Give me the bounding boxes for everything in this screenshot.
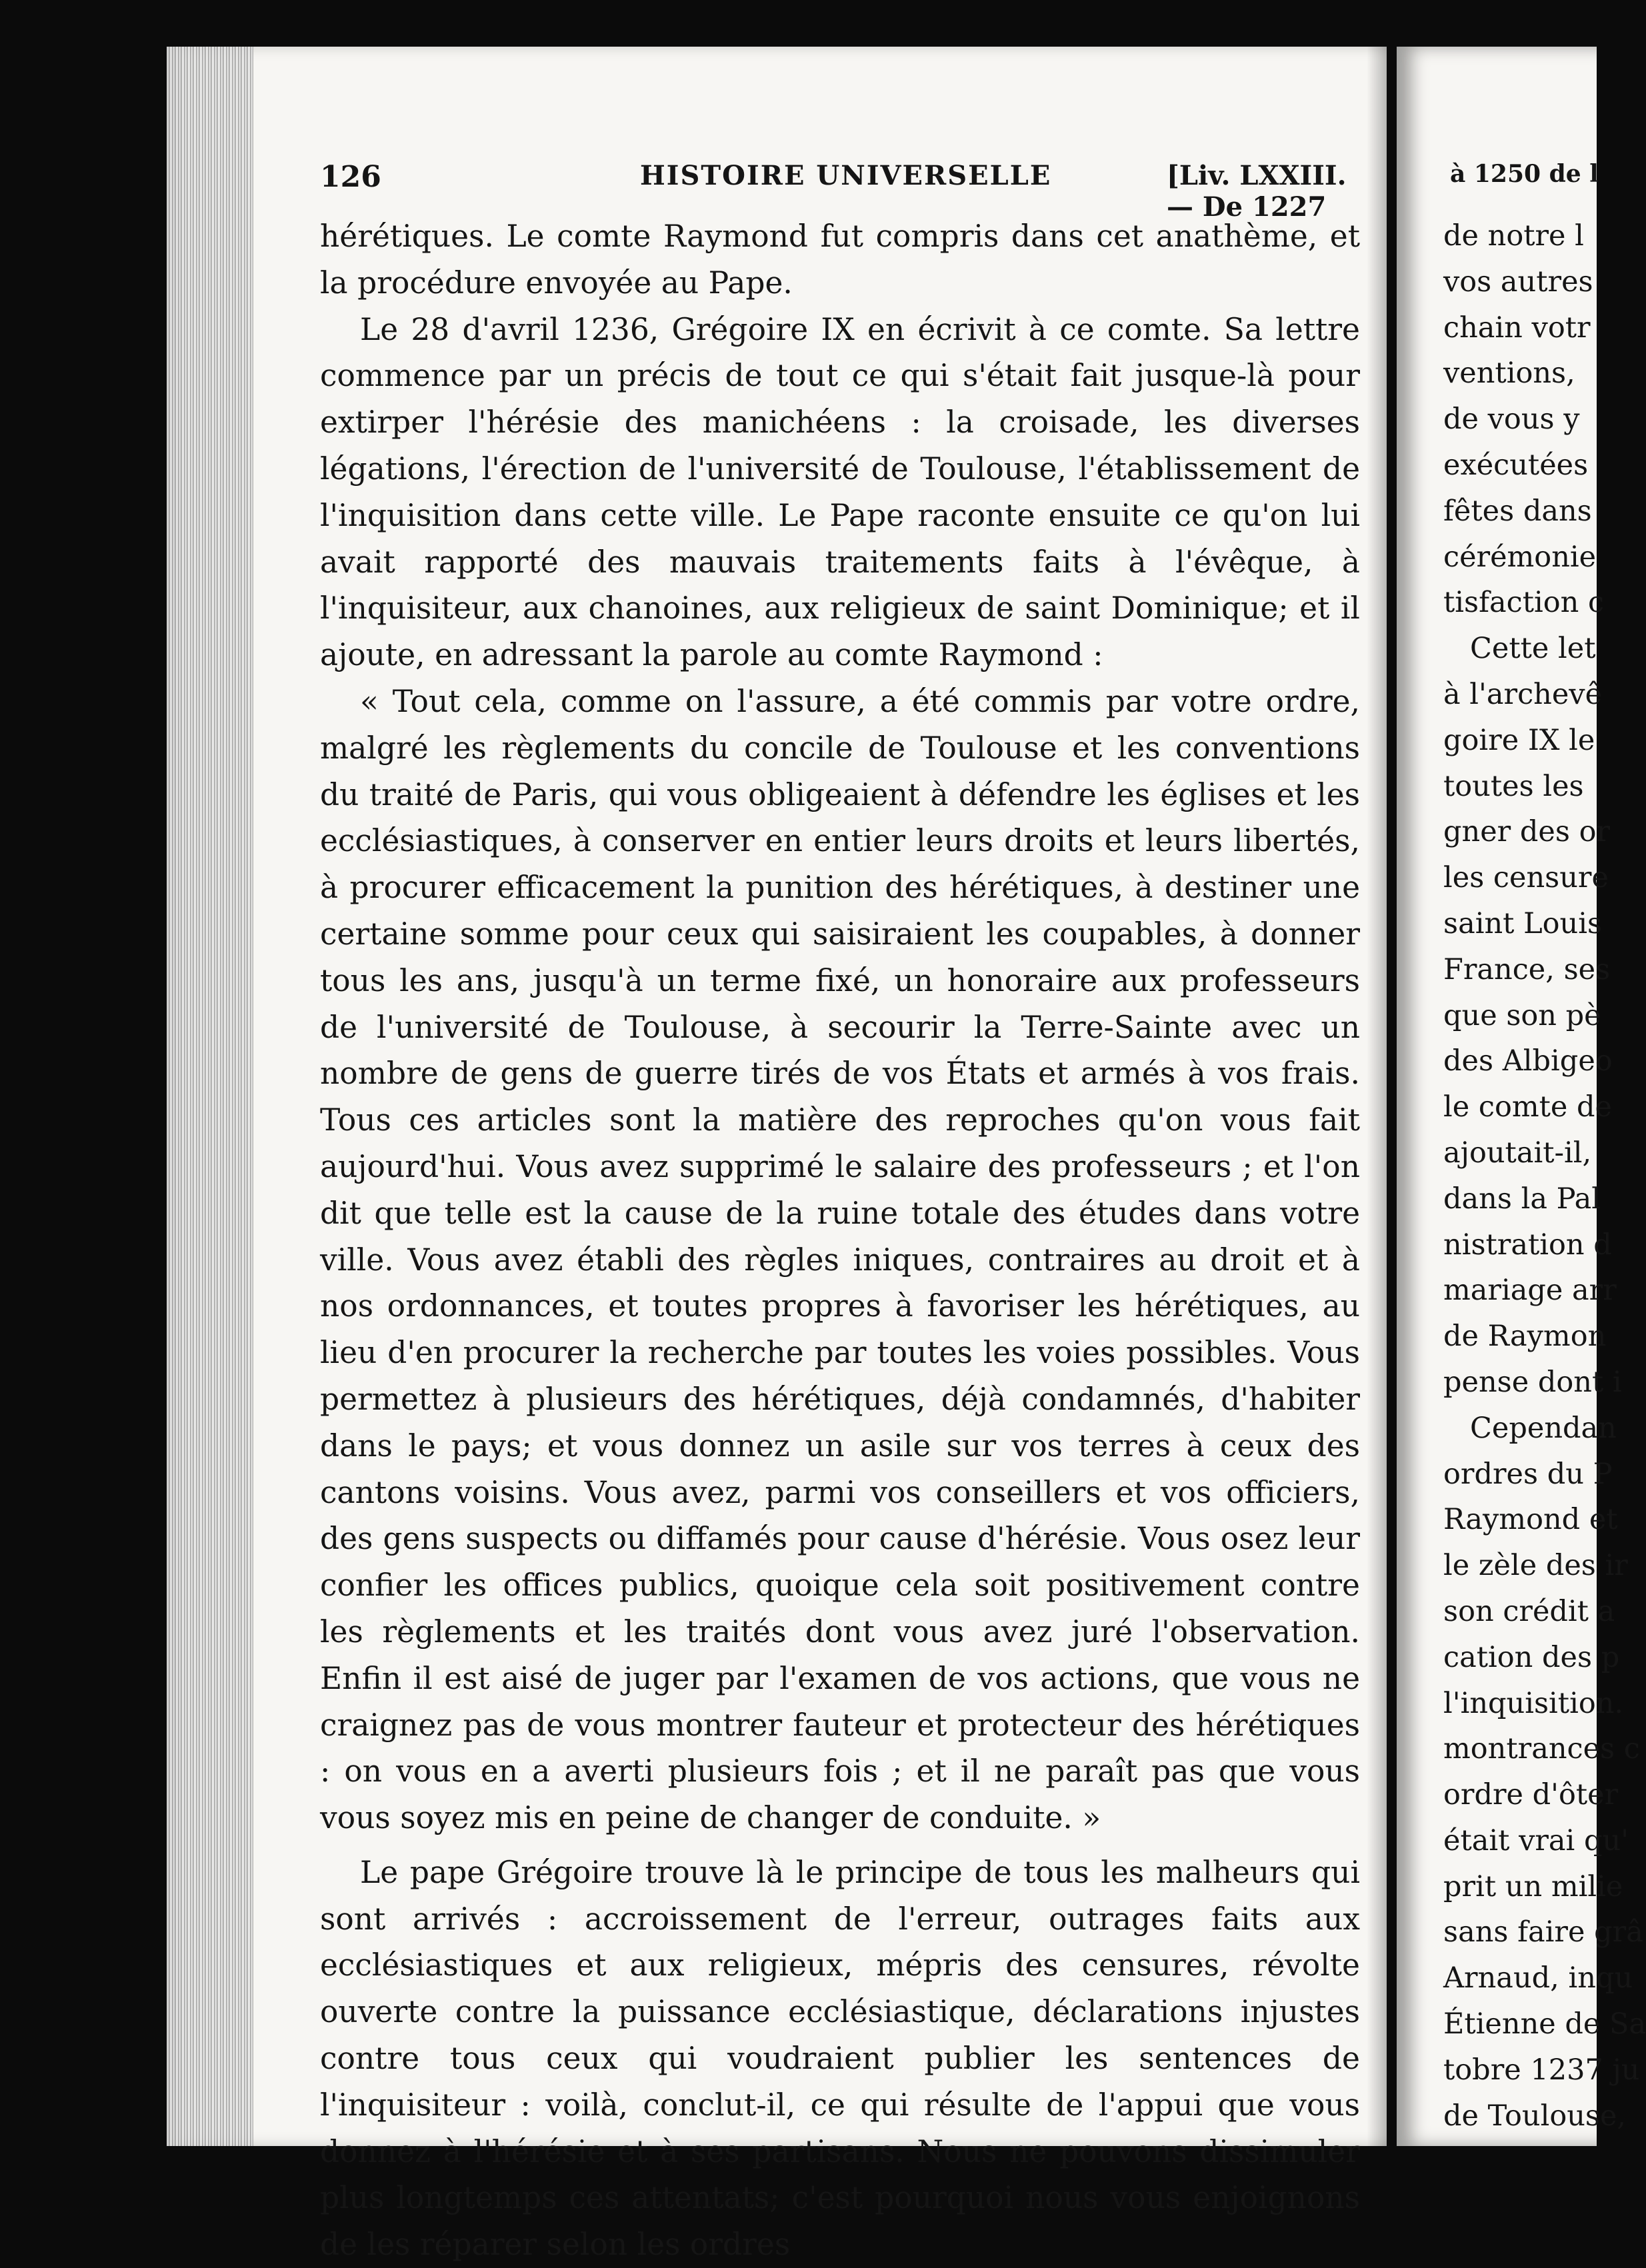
running-book-range: [Liv. LXXIII. — De 1227 [1167, 160, 1347, 223]
right-text-line: France, ses [1443, 952, 1611, 986]
right-text-line: le zèle des ir [1443, 1549, 1628, 1583]
left-page [167, 47, 1387, 2263]
right-text-line: les censure [1443, 861, 1609, 895]
right-text-line: des Albigeo [1443, 1044, 1613, 1078]
right-text-line: toutes les [1443, 769, 1584, 803]
right-text-line: exécutées [1443, 448, 1589, 482]
right-text-line: ordre d'ôter [1443, 1778, 1619, 1812]
right-text-line: saint Louis [1443, 906, 1603, 940]
paragraph-quoted-letter: « Tout cela, comme on l'assure, a été commis par votre ordre, malgré les règlements du concile de Toulouse et les conventions du traité de Paris, qui vous obligeaient à défendre les églises et les ecclésiastiques, à conserver en entier leurs droits et leurs libertés, à procurer efficacement la punition des hérétiques, à destiner une certaine somme pour ceux qui saisiraient les coupables, à donner tous les ans, jusqu'à un terme fixé, un honoraire aux professeurs de l'université de Toulouse, à secourir la Terre-Sainte avec un nombre de gens de guerre tirés de vos États et armés à vos frais. Tous ces articles sont la matière des reproches qu'on vous fait aujourd'hui. Vous avez supprimé le salaire des professeurs ; et l'on dit que telle est la cause de la ruine totale des études dans votre ville. Vous avez établi des règles iniques, contraires au droit et à nos ordonnances, et toutes propres à favoriser les hérétiques, au lieu d'en procurer la recherche par toutes les voies possibles. Vous permettez à plusieurs des hérétiques, déjà condamnés, d'habiter dans le pays; et vous donnez un asile sur vos terres à ceux des cantons voisins. Vous avez, parmi vos conseillers et vos officiers, des gens suspects ou diffamés pour cause d'hérésie. Vous osez leur confier les offices publics, quoique cela soit positivement contre les règlements et les traités dont vous avez juré l'observation. Enfin il est aisé de juger par l'examen de vos actions, que vous ne craignez pas de vous montrer fauteur et protecteur des hérétiques : on vous en a averti plusieurs fois ; et il ne paraît pas que vous vous soyez mis en peine de changer de conduite. » [320, 683, 1360, 1836]
page-number: 126 [320, 160, 381, 194]
right-body-text [1443, 213, 1646, 2139]
page-edges-binding [167, 47, 253, 2146]
paragraph-continuation: hérétiques. Le comte Raymond fut compris dans cet anathème, et la procédure envoyée au Pape. [320, 219, 1360, 301]
right-text-line: pense dont i [1443, 1365, 1622, 1399]
right-text-line: tisfaction c [1443, 586, 1605, 620]
paragraph-letter-intro: Le 28 d'avril 1236, Grégoire IX en écrivit à ce comte. Sa lettre commence par un précis de tout ce qui s'était fait jusque-là pour extirper l'hérésie des manichéens : la croisade, les diverses légations, l'érection de l'université de Toulouse, l'établissement de l'inquisition dans cette ville. Le Pape raconte ensuite ce qu'on lui avait rapporté des mauvais traitements faits à l'évêque, à l'inquisiteur, aux chanoines, aux religieux de saint Dominique; et il ajoute, en adressant la parole au comte Raymond : [320, 311, 1360, 673]
right-text-line: ajoutait-il, [1443, 1136, 1592, 1170]
right-text-line: mariage arr [1443, 1274, 1617, 1308]
body-text [320, 213, 1360, 2268]
running-title: HISTOIRE UNIVERSELLE [640, 160, 1052, 191]
right-running-header: à 1250 de l [1450, 160, 1599, 188]
right-text-line: l'inquisition. [1443, 1686, 1624, 1720]
right-text-line: Étienne de Sa [1443, 2007, 1646, 2041]
right-text-line: chain votr [1443, 311, 1591, 345]
right-text-line: le comte de [1443, 1090, 1612, 1124]
right-text-line: à l'archevê [1443, 677, 1603, 711]
running-header [320, 153, 1353, 223]
right-text-line: tobre 1237 ju [1443, 2053, 1640, 2087]
right-page [1397, 47, 1646, 2146]
right-text-line: dans la Pal [1443, 1182, 1601, 1216]
right-text-line: prit un milie [1443, 1869, 1623, 1903]
right-text-line: de Toulouse, [1443, 2099, 1627, 2133]
right-text-line: cation des p [1443, 1640, 1620, 1674]
right-text-line: sans faire grâ [1443, 1915, 1643, 1949]
right-text-line: de notre l [1443, 219, 1584, 253]
right-text-line: montrances c [1443, 1732, 1640, 1766]
paragraph-conclusion: Le pape Grégoire trouve là le principe de tous les malheurs qui sont arrivés : accroissement de l'erreur, outrages faits aux ecclésiastiques et aux religieux, mépris des censures, révolte ouverte contre la puissance ecclésiastique, déclarations injustes contre tous ceux qui voudraient publier les sentences de l'inquisiteur : voilà, conclut-il, ce qui résulte de l'appui que vous donnez à l'hérésie et à ses partisans. Nous ne pouvons dissimuler plus longtemps ces attentats; c'est pourquoi nous vous enjoignons de les réparer selon les ordres [320, 1854, 1360, 2263]
right-text-line: Cette let [1470, 632, 1596, 666]
right-text-line: son crédit a [1443, 1594, 1615, 1628]
right-text-line: gner des or [1443, 815, 1611, 849]
right-text-line: était vrai qu' [1443, 1823, 1629, 1857]
right-text-line: Cependan [1470, 1411, 1617, 1445]
right-text-line: Arnaud, inqu [1443, 1961, 1633, 1995]
page-gutter-shadow [1367, 47, 1387, 2146]
right-text-line: ventions, [1443, 357, 1575, 391]
right-text-line: ordres du P [1443, 1457, 1613, 1491]
right-text-line: Raymond et [1443, 1503, 1618, 1537]
right-text-line: de vous y [1443, 403, 1580, 437]
right-text-line: cérémonie [1443, 540, 1597, 574]
right-text-line: vos autres [1443, 265, 1593, 299]
right-text-line: que son pè [1443, 998, 1601, 1032]
right-text-line: de Raymon [1443, 1320, 1607, 1354]
right-text-line: fêtes dans [1443, 494, 1592, 528]
right-text-line: goire IX le [1443, 723, 1595, 757]
right-text-line: nistration d [1443, 1228, 1612, 1262]
